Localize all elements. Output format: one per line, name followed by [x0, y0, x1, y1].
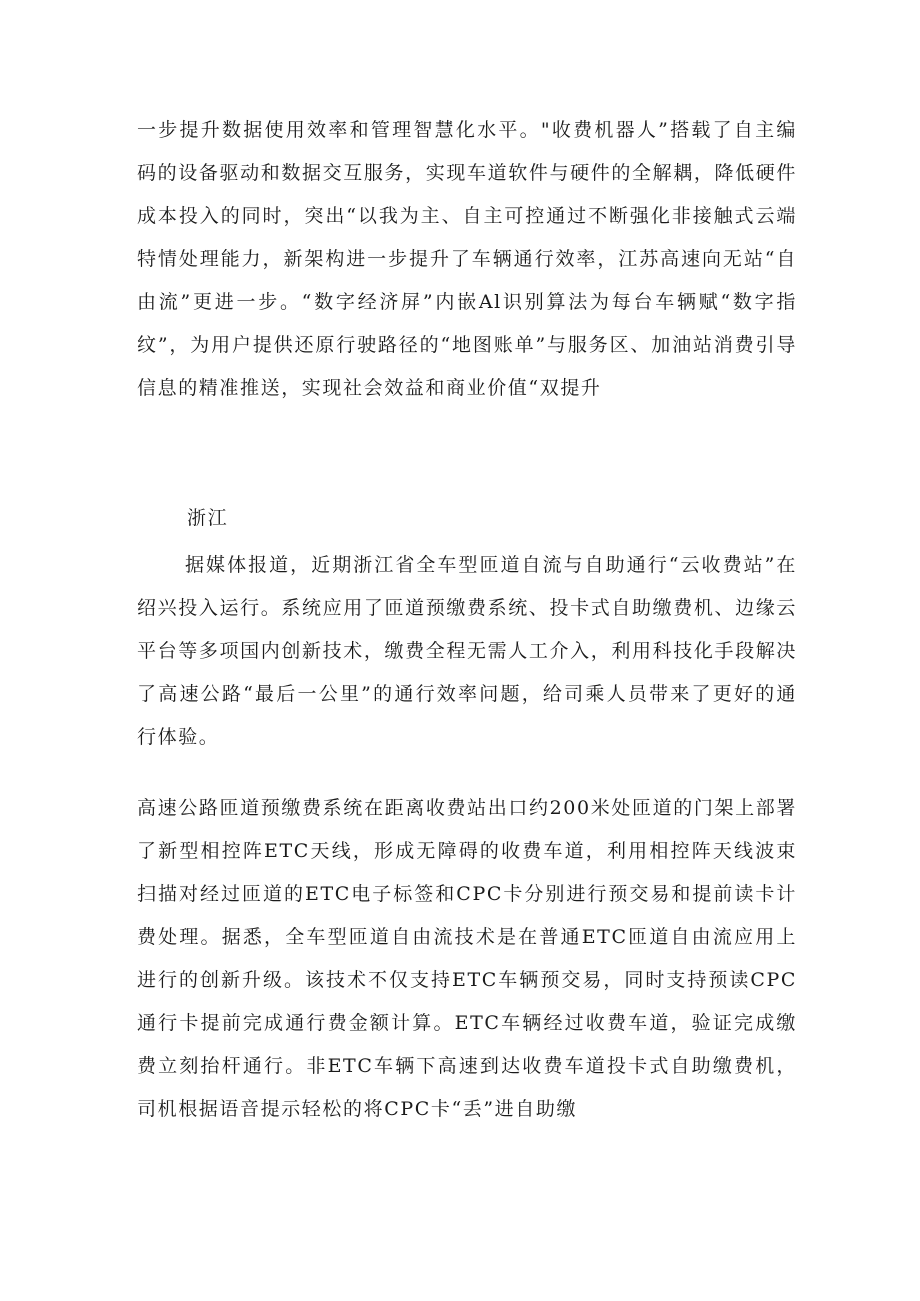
paragraph-jiangsu-continued: 一步提升数据使用效率和管理智慧化水平。"收费机器人”搭载了自主编码的设备驱动和数据交互服务，实现车道软件与硬件的全解耦，降低硬件成本投入的同时，突出“以我为主、自主可控通过不断强化非接触式云端特情处理能力，新架构进一步提升了车辆通行效率，江苏高速向无站“自由流”更进一步。“数字经济屏”内嵌Al识别算法为每台车辆赋“数字指纹”，为用户提供还原行驶路径的“地图账单”与服务区、加油站消费引导信息的精准推送，实现社会效益和商业价值“双提升 — [137, 119, 797, 399]
paragraph-zhejiang-intro: 据媒体报道，近期浙江省全车型匝道自流与自助通行“云收费站”在绍兴投入运行。系统应用了匝道预缴费系统、投卡式自助缴费机、边缘云平台等多项国内创新技术，缴费全程无需人工介入，利用科技化手段解决了高速公路“最后一公里”的通行效率问题，给司乘人员带来了更好的通行体验。 — [137, 554, 797, 748]
paragraph-ramp-prepayment: 高速公路匝道预缴费系统在距离收费站出口约200米处匝道的门架上部署了新型相控阵ETC天线，形成无障碍的收费车道，利用相控阵天线波束扫描对经过匝道的ETC电子标签和CPC卡分别进行预交易和提前读卡计费处理。据悉，全车型匝道自由流技术是在普通ETC匝道自由流应用上进行的创新升级。该技术不仅支持ETC车辆预交易，同时支持预读CPC通行卡提前完成通行费金额计算。ETC车辆经过收费车道，验证完成缴费立刻抬杆通行。非ETC车辆下高速到达收费车道投卡式自助缴费机，司机根据语音提示轻松的将CPC卡“丢”进自助缴 — [137, 797, 797, 1120]
section-heading-zhejiang: 浙江 — [187, 507, 229, 529]
